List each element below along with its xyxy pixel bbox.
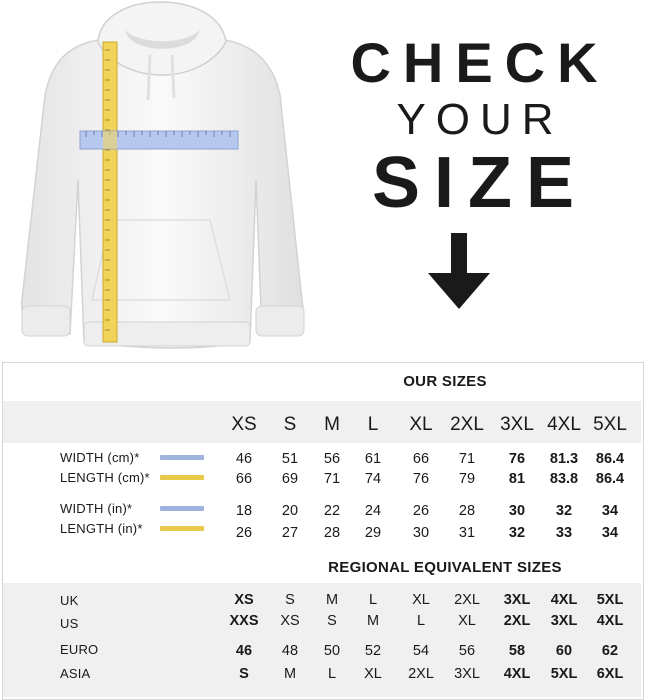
table-cell: XS <box>234 592 254 608</box>
size-header-4xl: 4XL <box>547 414 581 435</box>
table-cell: 81.3 <box>549 451 579 467</box>
size-header-m: M <box>324 414 340 435</box>
table-cell: 61 <box>364 451 382 467</box>
row-label-uk: UK <box>60 593 79 608</box>
hoodie-image <box>0 0 320 360</box>
table-cell: 5XL <box>550 666 578 682</box>
row-label-euro: EURO <box>60 642 99 657</box>
table-cell: 4XL <box>550 592 578 608</box>
table-cell: 66 <box>412 451 430 467</box>
table-cell: 48 <box>281 643 299 659</box>
table-cell: 86.4 <box>595 451 625 467</box>
table-cell: L <box>368 592 378 608</box>
table-cell: 28 <box>458 503 476 519</box>
ruler <box>80 131 238 149</box>
table-cell: 31 <box>458 525 476 541</box>
width-swatch <box>160 506 204 511</box>
table-cell: 2XL <box>408 666 434 682</box>
table-cell: 3XL <box>550 613 578 629</box>
table-cell: 32 <box>508 525 526 541</box>
table-cell: 32 <box>555 503 573 519</box>
table-cell: L <box>416 613 426 629</box>
size-header-l: L <box>367 414 379 435</box>
table-cell: M <box>366 613 380 629</box>
table-cell: 4XL <box>503 666 531 682</box>
table-cell: 34 <box>601 503 619 519</box>
table-cell: 56 <box>458 643 476 659</box>
table-cell: 28 <box>323 525 341 541</box>
table-cell: 22 <box>323 503 341 519</box>
table-cell: 24 <box>364 503 382 519</box>
table-cell: XS <box>280 613 300 629</box>
table-cell: 79 <box>458 471 476 487</box>
length-swatch <box>160 475 204 480</box>
measuring-tape <box>103 42 117 342</box>
table-cell: 27 <box>281 525 299 541</box>
table-cell: S <box>285 592 295 608</box>
row-label-length-in: LENGTH (in)* <box>60 521 143 536</box>
size-header-2xl: 2XL <box>450 414 484 435</box>
table-cell: 26 <box>412 503 430 519</box>
table-cell: 52 <box>364 643 382 659</box>
size-header-xs: XS <box>231 414 257 435</box>
table-cell: 66 <box>235 471 253 487</box>
table-cell: 30 <box>508 503 526 519</box>
regional-title: REGIONAL EQUIVALENT SIZES <box>328 559 562 576</box>
table-cell: 58 <box>508 643 526 659</box>
table-cell: 86.4 <box>595 471 625 487</box>
table-cell: 50 <box>323 643 341 659</box>
size-header-3xl: 3XL <box>500 414 534 435</box>
table-cell: 60 <box>555 643 573 659</box>
table-cell: 76 <box>508 451 526 467</box>
table-cell: 29 <box>364 525 382 541</box>
table-cell: XL <box>458 613 476 629</box>
table-cell: M <box>283 666 297 682</box>
table-cell: 56 <box>323 451 341 467</box>
table-cell: 2XL <box>454 592 480 608</box>
table-cell: 30 <box>412 525 430 541</box>
size-header-xl: XL <box>409 414 433 435</box>
table-cell: 4XL <box>596 613 624 629</box>
length-swatch <box>160 526 204 531</box>
row-label-width-in: WIDTH (in)* <box>60 501 133 516</box>
size-header-5xl: 5XL <box>593 414 627 435</box>
table-cell: 18 <box>235 503 253 519</box>
table-cell: 6XL <box>596 666 624 682</box>
table-cell: XXS <box>229 613 259 629</box>
table-cell: 51 <box>281 451 299 467</box>
row-label-width-cm: WIDTH (cm)* <box>60 450 140 465</box>
table-cell: 34 <box>601 525 619 541</box>
table-cell: 74 <box>364 471 382 487</box>
table-cell: 71 <box>323 471 341 487</box>
table-cell: 5XL <box>596 592 624 608</box>
headline-check: CHECK <box>350 31 610 94</box>
headline-your: YOUR <box>396 95 564 144</box>
table-cell: 54 <box>412 643 430 659</box>
table-cell: S <box>327 613 337 629</box>
table-cell: 20 <box>281 503 299 519</box>
table-cell: 81 <box>508 471 526 487</box>
table-cell: S <box>239 666 249 682</box>
our-sizes-title: OUR SIZES <box>403 373 487 390</box>
row-label-us: US <box>60 616 79 631</box>
table-cell: 33 <box>555 525 573 541</box>
row-label-length-cm: LENGTH (cm)* <box>60 470 150 485</box>
width-swatch <box>160 455 204 460</box>
table-cell: 26 <box>235 525 253 541</box>
table-cell: 69 <box>281 471 299 487</box>
table-cell: L <box>327 666 337 682</box>
table-cell: 62 <box>601 643 619 659</box>
size-header-s: S <box>283 414 297 435</box>
down-arrow-icon <box>424 233 494 311</box>
headline-size: SIZE <box>371 143 589 223</box>
table-cell: M <box>325 592 339 608</box>
table-cell: XL <box>412 592 430 608</box>
table-cell: 3XL <box>503 592 531 608</box>
table-cell: 76 <box>412 471 430 487</box>
table-cell: 46 <box>235 451 253 467</box>
row-label-asia: ASIA <box>60 666 91 681</box>
table-cell: 46 <box>235 643 253 659</box>
table-cell: 3XL <box>454 666 480 682</box>
table-cell: 83.8 <box>549 471 579 487</box>
table-cell: XL <box>364 666 382 682</box>
table-cell: 2XL <box>503 613 531 629</box>
table-cell: 71 <box>458 451 476 467</box>
